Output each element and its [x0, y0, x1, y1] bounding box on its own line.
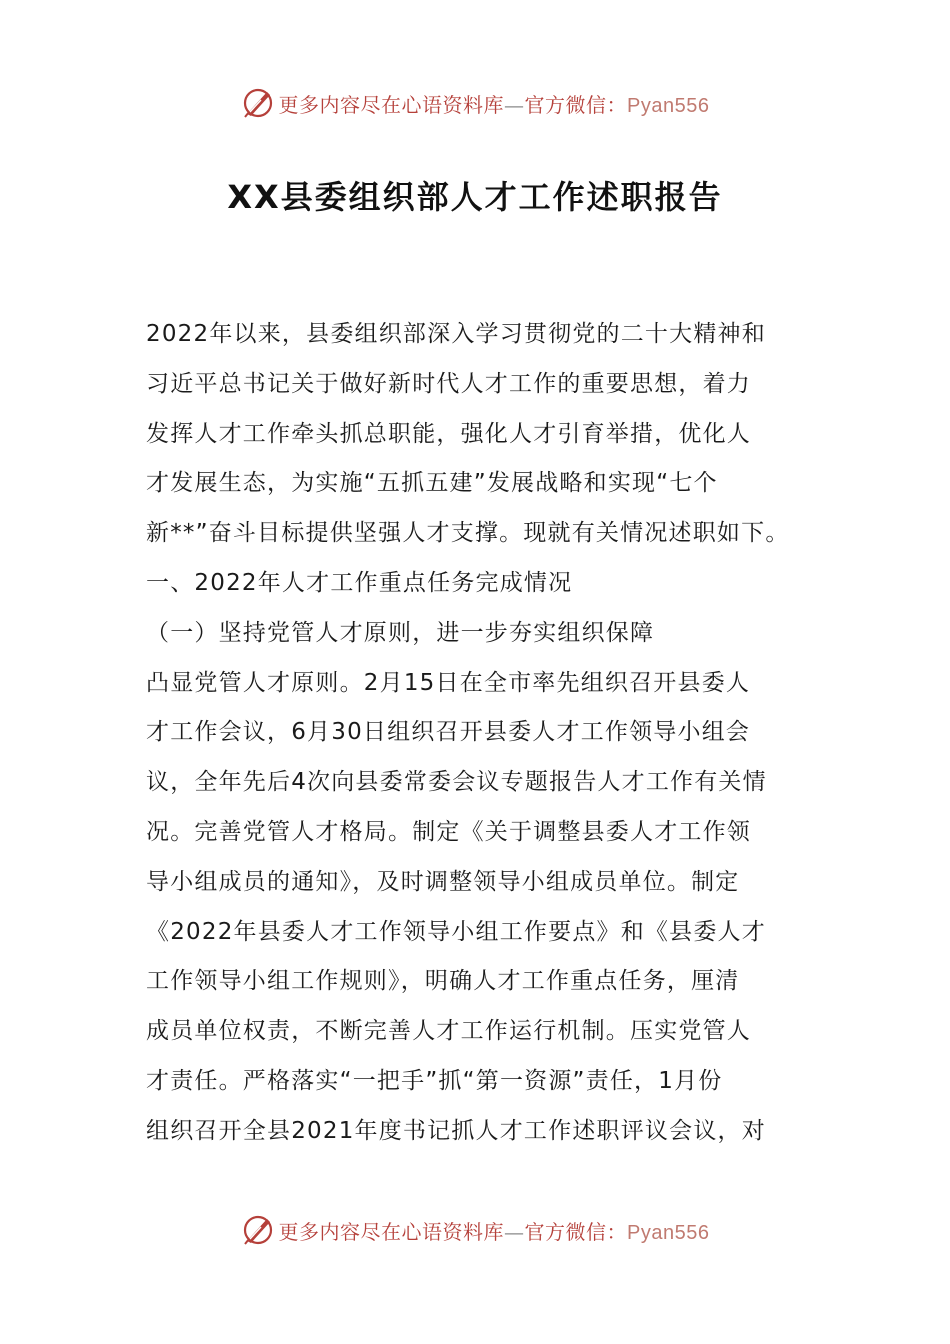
watermark-content — [241, 1213, 710, 1247]
body-line: 才责任。严格落实“一把手”抓“第一资源”责任，1月份 — [146, 1067, 723, 1094]
body-line: 组织召开全县2021年度书记抓人才工作述职评议会议，对 — [146, 1117, 766, 1144]
body-line: 才发展生态，为实施“五抓五建”发展战略和实现“七个 — [146, 470, 718, 497]
body-line: 成员单位权责，不断完善人才工作运行机制。压实党管人 — [146, 1018, 751, 1045]
body-line: 发挥人才工作牵头抓总职能，强化人才引育举措，优化人 — [146, 420, 751, 447]
subsection-heading: （一）坚持党管人才原则，进一步夯实组织保障 — [146, 619, 655, 646]
watermark-handle: Pyan556 — [627, 94, 710, 117]
watermark-dash: — — [504, 1219, 525, 1244]
footer-watermark — [0, 1208, 950, 1252]
watermark-label: 官方微信： — [524, 1219, 628, 1244]
body-line: 议，全年先后4次向县委常委会议专题报告人才工作有关情 — [146, 769, 767, 796]
watermark-dash: — — [504, 92, 525, 117]
header-watermark — [0, 81, 950, 125]
section-heading: 一、2022年人才工作重点任务完成情况 — [146, 569, 573, 596]
watermark-text — [279, 1216, 710, 1245]
watermark-label: 官方微信： — [524, 92, 628, 117]
document-title: XX县委组织部人才工作述职报告 — [227, 178, 723, 216]
watermark-site-text: 更多内容尽在心语资料库 — [278, 92, 505, 117]
watermark-text — [279, 89, 710, 118]
document-body — [146, 310, 808, 1157]
quill-pen-logo-icon — [241, 1213, 275, 1247]
body-line: 《2022年县委人才工作领导小组工作要点》和《县委人才 — [146, 918, 766, 945]
body-line: 况。完善党管人才格局。制定《关于调整县委人才工作领 — [146, 818, 751, 845]
body-line: 导小组成员的通知》，及时调整领导小组成员单位。制定 — [146, 868, 740, 895]
body-line: 工作领导小组工作规则》，明确人才工作重点任务，厘清 — [146, 968, 740, 995]
body-line: 才工作会议，6月30日组织召开县委人才工作领导小组会 — [146, 719, 751, 746]
body-line: 2022年以来，县委组织部深入学习贯彻党的二十大精神和 — [146, 321, 766, 347]
quill-pen-logo-icon — [241, 86, 275, 120]
body-line: 新**”奋斗目标提供坚强人才支撑。现就有关情况述职如下。 — [146, 520, 790, 547]
body-line: 习近平总书记关于做好新时代人才工作的重要思想，着力 — [146, 370, 751, 397]
watermark-content — [241, 86, 710, 120]
watermark-site-text: 更多内容尽在心语资料库 — [278, 1219, 505, 1244]
body-line: 凸显党管人才原则。2月15日在全市率先组织召开县委人 — [146, 669, 751, 696]
watermark-handle: Pyan556 — [627, 1221, 710, 1244]
